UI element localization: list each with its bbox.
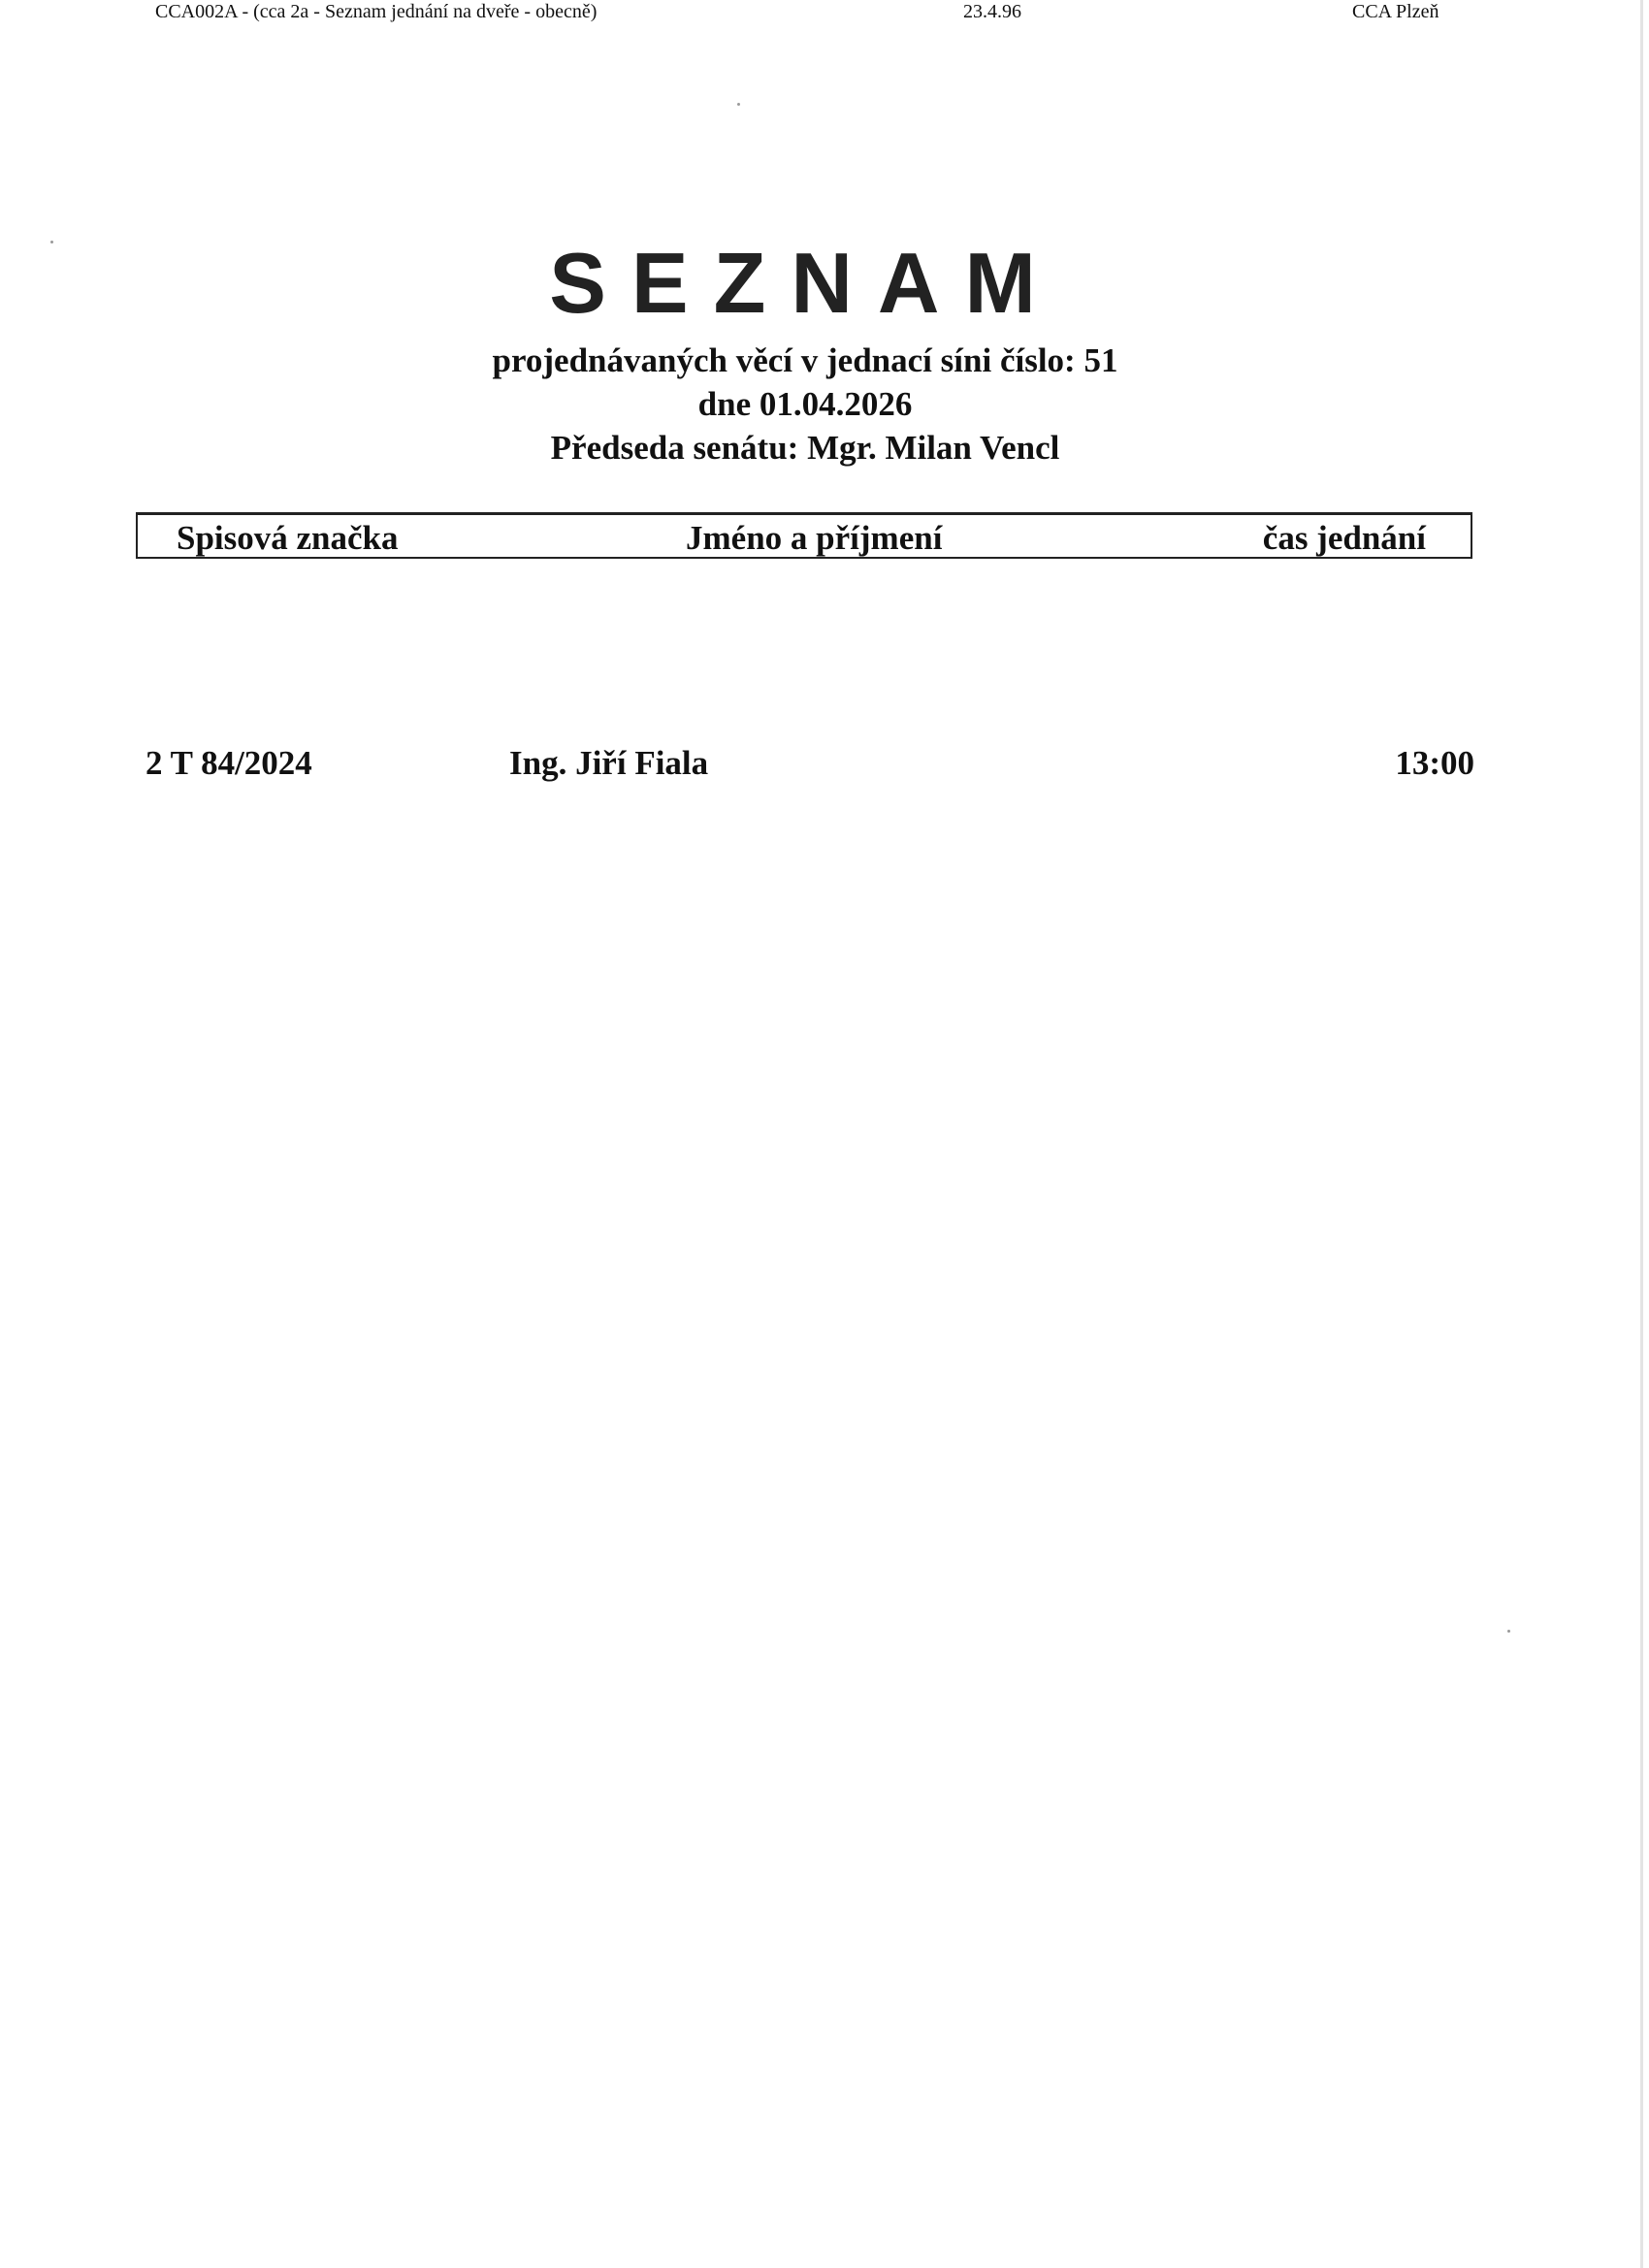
scan-speck — [737, 103, 740, 106]
subtitle-chairman: Předseda senátu: Mgr. Milan Vencl — [550, 429, 1060, 467]
footer-location: CCA Plzeň — [1352, 1, 1439, 22]
document-title: SEZNAM — [549, 235, 1061, 331]
header-case-number: Spisová značka — [177, 519, 399, 557]
hearing-time: 13:00 — [1395, 744, 1474, 782]
subtitle-room: projednávaných věcí v jednací síni číslo: 51 — [492, 341, 1118, 379]
page-edge — [1640, 0, 1643, 2268]
header-name: Jméno a příjmení — [686, 519, 943, 557]
person-name: Ing. Jiří Fiala — [509, 744, 709, 782]
scan-speck — [1507, 1630, 1510, 1633]
footer-form-id: CCA002A - (cca 2a - Seznam jednání na dveře - obecně) — [155, 1, 598, 22]
table-header — [136, 512, 1472, 559]
case-number: 2 T 84/2024 — [146, 744, 312, 782]
table-row — [0, 739, 1649, 788]
footer-date: 23.4.96 — [963, 1, 1021, 22]
header-time: čas jednání — [1262, 519, 1426, 557]
subtitle-date: dne 01.04.2026 — [697, 385, 913, 423]
